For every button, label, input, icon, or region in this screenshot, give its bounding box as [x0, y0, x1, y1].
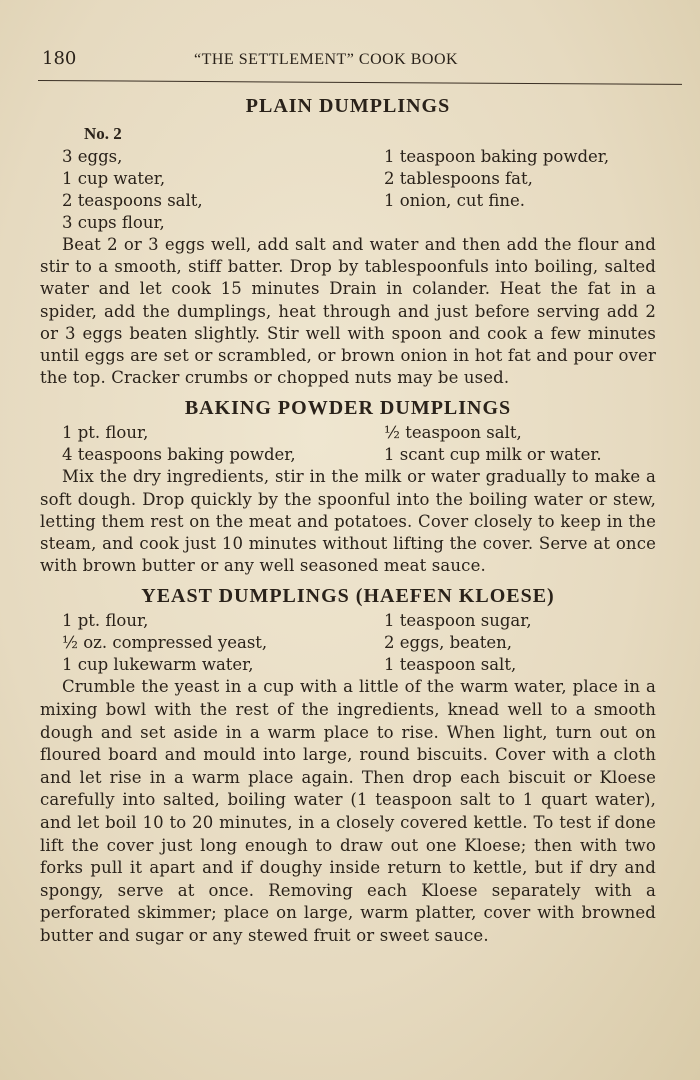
ingredient-item: 1 pt. flour, [62, 611, 149, 631]
running-head [40, 48, 656, 74]
ingredient-list [40, 610, 656, 676]
recipe-title: YEAST DUMPLINGS (HAEFEN KLOESE) [141, 585, 555, 608]
ingredient-item: ½ teaspoon salt, [384, 423, 522, 443]
ingredient-item: 2 eggs, beaten, [384, 633, 513, 653]
ingredient-item: 1 teaspoon salt, [384, 655, 517, 675]
ingredient-item: 2 tablespoons fat, [384, 169, 533, 188]
ingredient-item: 3 eggs, [62, 147, 123, 166]
ingredient-item: 3 cups flour, [62, 213, 165, 232]
recipe-title: PLAIN DUMPLINGS [245, 95, 451, 117]
ingredient-item: 1 pt. flour, [62, 423, 149, 443]
ingredient-item: 1 scant cup milk or water. [384, 445, 602, 465]
ingredient-item: 4 teaspoons baking powder, [62, 445, 296, 465]
recipe-method: Crumble the yeast in a cup with a little of the warm water, place in a mixing bowl with the rest of the ingredients, knead well to a smooth dough and set aside in a warm place to rise. When light, turn out on floured board and mould into large, round biscuits. Cover with a cloth and let rise in a warm place again. Then drop each biscuit or Kloese carefully into salted, boiling water (1 teaspoon salt to 1 quart water), and let boil 10 to 20 minutes, in a closely covered kettle. To test if done lift the cover just long enough to draw out one Kloese; then with two forks pull it apart and if doughy inside return to kettle, but if dry and spongy, serve at once. Removing each Kloese separately with a perforated skimmer; place on large, warm platter, cover with browned butter and sugar or any stewed fruit or sweet sauce. [40, 677, 656, 945]
running-title: “THE SETTLEMENT” COOK BOOK [194, 51, 459, 68]
ingredient-list [40, 146, 656, 234]
ingredient-item: 1 teaspoon baking powder, [384, 147, 610, 166]
ingredient-item: ½ oz. compressed yeast, [62, 633, 268, 653]
ingredient-item: 1 cup lukewarm water, [62, 655, 254, 675]
recipe-subtitle: No. 2 [84, 124, 122, 143]
page-number: 180 [42, 48, 77, 69]
recipe-yeast-dumplings [40, 585, 656, 947]
ingredient-item [384, 212, 656, 234]
ingredient-list [40, 422, 656, 466]
ingredient-item: 1 onion, cut fine. [384, 191, 526, 210]
recipe-method: Mix the dry ingredients, stir in the milk or water gradually to make a soft dough. Drop quickly by the spoonful into the boiling water or stew, letting them rest on the meat and potatoes. Cover closely to keep in the steam, and cook just 10 minutes without lifting the cover. Serve at once with brown butter or any well seasoned meat sauce. [40, 467, 656, 576]
ingredient-item: 2 teaspoons salt, [62, 191, 203, 210]
recipe-plain-dumplings [40, 95, 656, 389]
recipe-method: Beat 2 or 3 eggs well, add salt and water and then add the flour and stir to a smooth, stiff batter. Drop by tablespoonfuls into boiling, salted water and let cook 15 minutes Drain in colander. Heat the fat in a spider, add the dumplings, heat through and just before serving add 2 or 3 eggs beaten slightly. Stir well with spoon and cook a few minutes until eggs are set or scrambled, or brown onion in hot fat and pour over the top. Cracker crumbs or chopped nuts may be used. [40, 235, 656, 388]
recipe-title: BAKING POWDER DUMPLINGS [184, 397, 512, 420]
ingredient-item: 1 teaspoon sugar, [384, 611, 532, 631]
ingredient-item: 1 cup water, [62, 169, 166, 188]
recipe-baking-powder-dumplings [40, 397, 656, 577]
header-rule [38, 80, 682, 85]
